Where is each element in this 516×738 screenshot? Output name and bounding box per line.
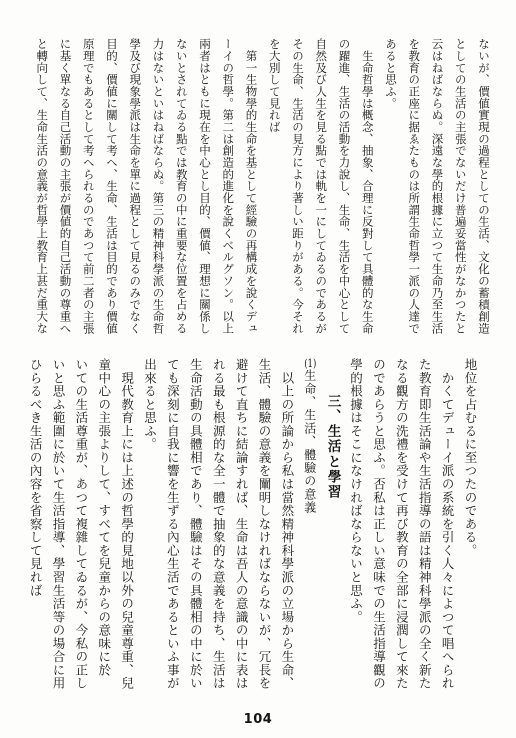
text-column: 兩者はともに現在を中心とし目的、價値、理想に關係し: [198, 38, 212, 334]
text-column: の躍進、生活の活動を力說し、生命、生活を中心として: [337, 38, 352, 334]
text-column: 自然及び人生を見る點では軌を一にしてゐるのであるが: [314, 38, 329, 334]
text-column: を大別して見れば: [267, 38, 282, 133]
text-column: ないが、價値實現の過程としての生活、文化の蓄積創造: [477, 38, 491, 334]
text-column: ても深刻に自我に響を生ずる內心生活であるといふ事が: [165, 358, 181, 690]
text-column: を教育の正座に据ゑたものは所謂生命哲學一派の人達で: [407, 38, 422, 334]
text-column: いと思ふ範圍に於いて生活指導、學習生活等の場合に用: [50, 358, 66, 690]
text-column: ひらるべき生活の內容を省察して見れば: [28, 358, 44, 598]
text-column: その生命、生活の見方により著しい距りがある。今それ: [291, 38, 305, 334]
text-column: た教育即生活論や生活指導の語は精神科學派の全く新た: [417, 358, 433, 690]
text-column: いての生活尊重が、あつて複雜してゐるが、今私の正し: [73, 358, 89, 690]
text-column: 生命活動の具體相であり、體驗はその具體相の中に於い: [188, 358, 204, 690]
text-column: のであらうと思ふ。否私は正しい意味での生活指導觀の: [371, 358, 387, 690]
text-column: 童中心の主張よりして、すべてを兒童からの意味に於: [96, 358, 112, 677]
text-column: 地位を占むるに至つたのである。: [463, 358, 478, 558]
text-column: としての生活の主張でないだけ普遍妥當性がなかつたと: [453, 38, 468, 334]
bottom-text-block: [23, 358, 481, 690]
text-column: あると思ふ。: [384, 38, 398, 110]
text-column: ないとされてゐる點では教育の中に重要な位置を占める: [174, 38, 189, 334]
subheading: [298, 358, 321, 690]
subheading-text: 生命、生活、體驗の意義: [302, 369, 317, 515]
text-column: 出來ると思ふ。: [142, 358, 158, 451]
text-column: 原理でもあるとして考へられるのであつて前二者の主張: [81, 38, 96, 334]
text-column: れる最も根源的な全一體で抽象的な意義を持ち、生活は: [211, 358, 227, 690]
text-column: と轉向して、生命生活の意義が哲學上教育上甚だ重大な: [35, 38, 50, 334]
text-column: ーイの哲學。第二は創造的進化を說くベルグソン。以上: [221, 38, 236, 334]
text-column: 生活、體驗の意義を闡明しなければならないが、冗長を: [256, 358, 272, 690]
top-text-block: [30, 38, 495, 334]
page-number: 104: [243, 712, 273, 727]
subheading-number: (1): [304, 358, 317, 369]
text-column: 力はないといはねばならぬ。第三の精神科學派の生命哲: [151, 38, 166, 334]
text-column: かくてデューイ派の系統を引く人々によつて唱へられ: [440, 358, 456, 690]
section-heading: 三、生活と學習: [324, 394, 341, 500]
text-column: に基く單なる自己活動の主張が價値的自己活動の尊重へ: [58, 38, 73, 334]
text-column: 目的、價値に關して考へ、生命、生活は目的であり價値: [105, 38, 119, 334]
text-column: なる觀方の洗禮を受けて再び教育の全部に浸潤して來た: [394, 358, 410, 690]
text-column: 生命哲學は概念、抽象、合理に反對して具體的な生命: [360, 38, 375, 334]
text-column: 云はねばならぬ。深遠な學的根據に立つて生命乃至生活: [430, 38, 445, 334]
text-column: 避けて直ちに結論すれば、生命は吾人の意識の中に表は: [234, 358, 250, 690]
text-column: 第一生物學的生命を基として經驗の再構成を說くデュ: [244, 38, 259, 334]
text-column: 學的根據はそこになければならないと思ふ。: [348, 358, 364, 624]
text-column: 現代教育上には上述の哲學的見地以外の兒童尊重、兒: [119, 358, 135, 690]
text-column: 學及び現象學派は生命を單に過程として見るのみでなく: [128, 38, 143, 334]
text-column: 以上の所論から私は當然精神科學派の立場から生命、: [279, 358, 295, 690]
